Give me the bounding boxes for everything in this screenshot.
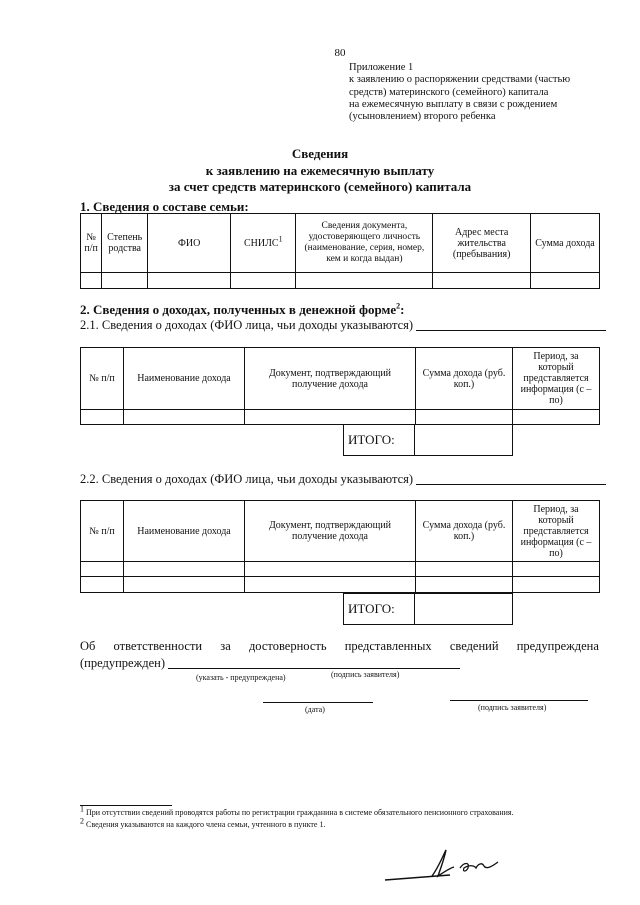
section2-heading (80, 302, 404, 318)
table-cell[interactable] (296, 273, 433, 289)
date-line[interactable] (263, 702, 373, 703)
table-row (81, 577, 600, 593)
hint-signature-2: (подпись заявителя) (478, 703, 547, 712)
col-number: № п/п (81, 348, 124, 410)
responsibility-statement (80, 639, 599, 654)
col-id-document: Сведения документа, удостоверяющего личность (наименование, серия, номер, кем и когда выдан) (296, 214, 433, 273)
section2-heading-suffix: : (400, 302, 405, 317)
table-cell[interactable] (124, 577, 245, 593)
footnote-divider (80, 805, 172, 806)
col-income-name: Наименование дохода (124, 348, 245, 410)
appendix-line: на ежемесячную выплату в связи с рождением (349, 98, 558, 110)
fio-input-line[interactable] (416, 330, 606, 331)
table-row (81, 273, 600, 289)
income-subsection-2 (80, 472, 606, 487)
footnote-text: При отсутствии сведений проводятся работы по регистрации гражданина в системе обязательного пенсионного страхования. (86, 808, 514, 817)
appendix-note (349, 62, 634, 123)
table-cell[interactable] (513, 577, 600, 593)
table-cell[interactable] (530, 273, 599, 289)
total-label: ИТОГО: (344, 594, 415, 624)
statement-word: представленных (344, 639, 432, 653)
col-number: № п/п (81, 501, 124, 562)
hint-date: (дата) (305, 705, 325, 714)
footnote-mark: 1 (278, 234, 283, 244)
table-cell[interactable] (124, 410, 245, 425)
total-label: ИТОГО: (344, 425, 415, 455)
total-value-cell[interactable] (415, 425, 512, 455)
col-relation: Степень родства (102, 214, 148, 273)
footnote-1 (80, 804, 514, 817)
table-cell[interactable] (416, 410, 513, 425)
footnote-mark: 1 (80, 804, 84, 814)
col-period: Период, за который представляется информация (с – по) (513, 348, 600, 410)
footnote-mark: 2 (80, 816, 84, 826)
appendix-line: (усыновлением) второго ребенка (349, 111, 496, 123)
footnote-2 (80, 816, 326, 829)
signature-line[interactable] (450, 700, 588, 701)
warned-label: (предупрежден) (80, 656, 165, 670)
income-subsection-label: 2.1. Сведения о доходах (ФИО лица, чьи доходы указываются) (80, 318, 414, 332)
table-cell[interactable] (245, 410, 416, 425)
table-cell[interactable] (231, 273, 296, 289)
table-cell[interactable] (81, 410, 124, 425)
table-row (81, 562, 600, 577)
appendix-line: средств) материнского (семейного) капитала (349, 86, 549, 98)
hint-signature: (подпись заявителя) (331, 670, 400, 679)
table-cell[interactable] (416, 577, 513, 593)
appendix-line: Приложение 1 (349, 62, 414, 73)
table-cell[interactable] (81, 273, 102, 289)
responsibility-line-2 (80, 656, 460, 671)
total-box-1 (343, 424, 513, 456)
statement-word: достоверность (248, 639, 327, 653)
col-income-name: Наименование дохода (124, 501, 245, 562)
footnote-text: Сведения указываются на каждого члена семьи, учтенного в пункте 1. (86, 820, 326, 829)
income-table-1 (80, 347, 600, 425)
total-box-2 (343, 593, 513, 625)
col-income-sum: Сумма дохода (530, 214, 599, 273)
statement-word: Об (80, 639, 96, 653)
document-title (0, 146, 640, 196)
col-income-document: Документ, подтверждающий получение дохода (245, 501, 416, 562)
table-cell[interactable] (102, 273, 148, 289)
footnote-mark: 2 (396, 301, 401, 311)
table-cell[interactable] (148, 273, 231, 289)
col-snils-label: СНИЛС (244, 237, 279, 249)
statement-word: предупреждена (516, 639, 599, 653)
statement-word: за (220, 639, 231, 653)
col-income-document: Документ, подтверждающий получение дохода (245, 348, 416, 410)
table-cell[interactable] (124, 562, 245, 577)
table-cell[interactable] (81, 577, 124, 593)
table-cell[interactable] (245, 562, 416, 577)
col-fio: ФИО (148, 214, 231, 273)
table-cell[interactable] (513, 410, 600, 425)
page-number: 80 (334, 47, 346, 59)
table-cell[interactable] (433, 273, 531, 289)
table-cell[interactable] (245, 577, 416, 593)
appendix-line: к заявлению о распоряжении средствами (частью (349, 74, 571, 86)
income-subsection-label: 2.2. Сведения о доходах (ФИО лица, чьи доходы указываются) (80, 472, 414, 486)
col-income-sum: Сумма дохода (руб. коп.) (416, 501, 513, 562)
table-cell[interactable] (416, 562, 513, 577)
col-snils (231, 214, 296, 273)
col-address: Адрес места жительства (пребывания) (433, 214, 531, 273)
handwritten-signature (380, 838, 530, 888)
title-line: Сведения (291, 146, 349, 161)
table-cell[interactable] (513, 562, 600, 577)
total-value-cell[interactable] (415, 594, 512, 624)
title-line: за счет средств материнского (семейного) капитала (168, 179, 472, 194)
col-period: Период, за который представляется информация (с – по) (513, 501, 600, 562)
warned-input-line[interactable] (168, 668, 460, 669)
col-number: № п/п (81, 214, 102, 273)
family-table (80, 213, 600, 289)
table-row (81, 410, 600, 425)
col-income-sum: Сумма дохода (руб. коп.) (416, 348, 513, 410)
fio-input-line[interactable] (416, 484, 606, 485)
title-line: к заявлению на ежемесячную выплату (205, 162, 435, 178)
statement-word: ответственности (113, 639, 203, 653)
hint-specify: (указать - предупреждена) (196, 673, 286, 682)
income-table-2 (80, 500, 600, 593)
section1-heading: 1. Сведения о составе семьи: (80, 199, 249, 214)
statement-word: сведений (449, 639, 499, 653)
table-cell[interactable] (81, 562, 124, 577)
section2-heading-text: 2. Сведения о доходах, полученных в денежной форме (80, 302, 397, 317)
income-subsection-1 (80, 318, 606, 333)
